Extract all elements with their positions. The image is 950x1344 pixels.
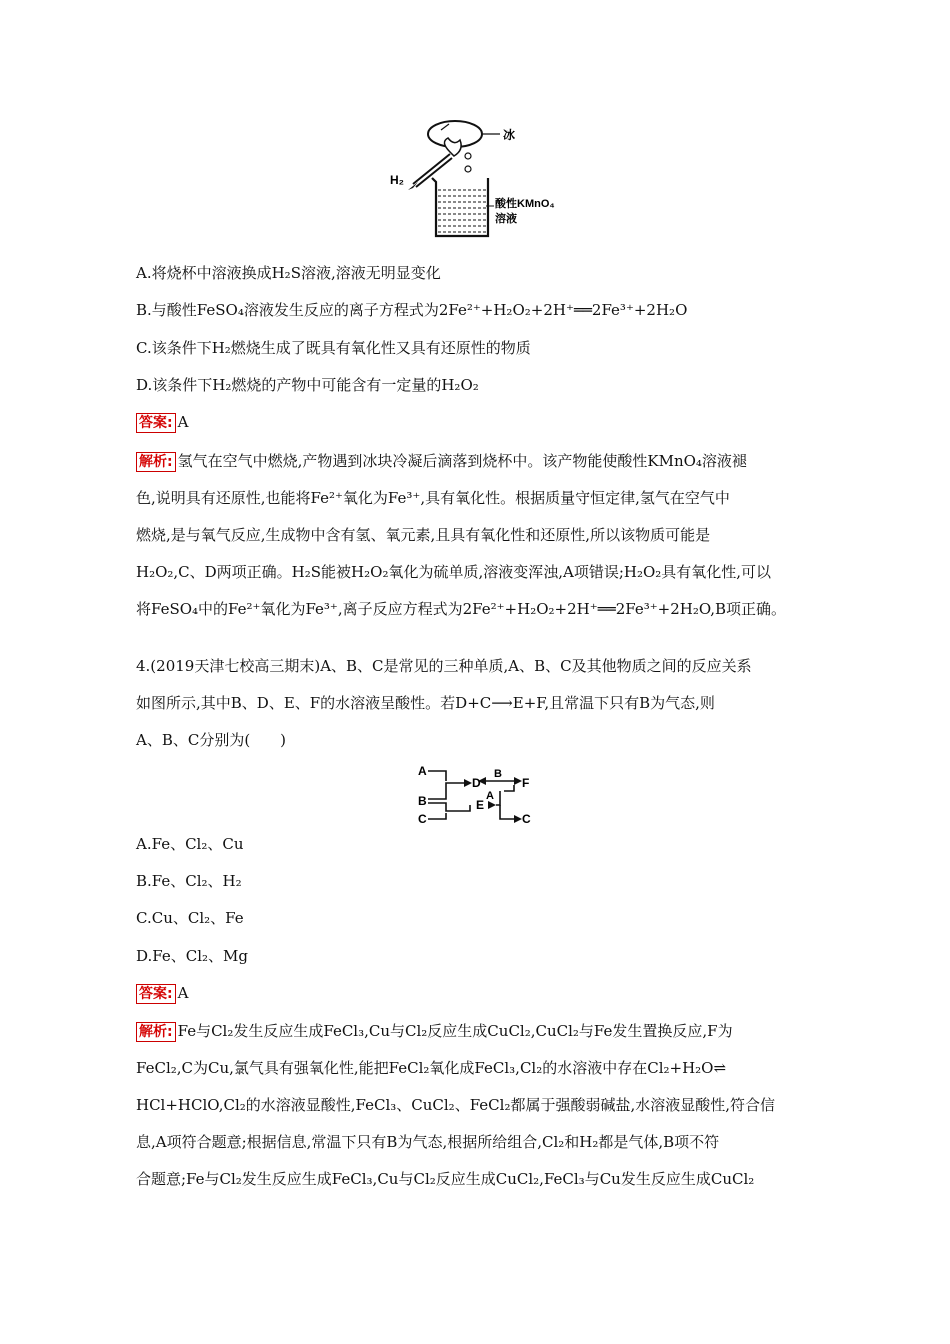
node-a: A — [418, 764, 427, 778]
q3-option-c: C.该条件下H₂燃烧生成了既具有氧化性又具有还原性的物质 — [136, 339, 531, 357]
q4-option-d: D.Fe、Cl₂、Mg — [136, 947, 248, 965]
analysis-line: 燃烧,是与氧气反应,生成物中含有氢、氧元素,且具有氧化性和还原性,所以该物质可能是 — [136, 526, 711, 544]
analysis-line: HCl+HClO,Cl₂的水溶液显酸性,FeCl₃、CuCl₂、FeCl₂都属于强酸弱碱盐,水溶液显酸性,符合信 — [136, 1096, 775, 1114]
analysis-line: FeCl₂,C为Cu,氯气具有强氧化性,能把FeCl₂氧化成FeCl₃,Cl₂的水溶液中存在Cl₂+H₂O⇌ — [136, 1059, 727, 1077]
q3-option-b: B.与酸性FeSO₄溶液发生反应的离子方程式为2Fe²⁺+H₂O₂+2H⁺══2Fe³⁺+2H₂O — [136, 301, 688, 319]
stem-line: 4.(2019天津七校高三期末)A、B、C是常见的三种单质,A、B、C及其他物质之间的反应关系 — [136, 657, 752, 675]
node-c: C — [418, 812, 427, 825]
analysis-tag: 解析: — [136, 1022, 176, 1042]
answer-value: A — [177, 413, 189, 431]
analysis-line: H₂O₂,C、D两项正确。H₂S能被H₂O₂氧化为硫单质,溶液变浑浊,A项错误;H₂O₂具有氧化性,可以 — [136, 563, 772, 581]
stem-line: A、B、C分别为( ) — [136, 731, 287, 749]
analysis-line: 将FeSO₄中的Fe²⁺氧化为Fe³⁺,离子反应方程式为2Fe²⁺+H₂O₂+2H⁺══2Fe³⁺+2H₂O,B项正确。 — [136, 600, 787, 618]
q4-stem — [136, 648, 820, 759]
answer-value: A — [177, 984, 189, 1002]
stem-line: 如图所示,其中B、D、E、F的水溶液呈酸性。若D+C⟶E+F,且常温下只有B为气态,则 — [136, 694, 715, 712]
h2-label: H₂ — [390, 173, 404, 187]
analysis-line: 息,A项符合题意;根据信息,常温下只有B为气态,根据所给组合,Cl₂和H₂都是气体,B项不符 — [136, 1133, 720, 1151]
solution-label-1: 酸性KMnO₄ — [495, 198, 555, 210]
node-b: B — [418, 794, 427, 808]
analysis-line: 解析: 氢气在空气中燃烧,产物遇到冰块冷凝后滴落到烧杯中。该产物能使酸性KMnO₄溶液褪 — [136, 443, 820, 480]
analysis-line: 色,说明具有还原性,也能将Fe²⁺氧化为Fe³⁺,具有氧化性。根据质量守恒定律,氢气在空气中 — [136, 489, 730, 507]
q3-option-d: D.该条件下H₂燃烧的产物中可能含有一定量的H₂O₂ — [136, 376, 479, 394]
q4-option-a: A.Fe、Cl₂、Cu — [136, 835, 244, 853]
analysis-line: 解析: Fe与Cl₂发生反应生成FeCl₃,Cu与Cl₂反应生成CuCl₂,CuCl₂与Fe发生置换反应,F为 — [136, 1013, 820, 1050]
answer-tag: 答案: — [136, 984, 176, 1004]
q4-option-b: B.Fe、Cl₂、H₂ — [136, 872, 242, 890]
answer-tag: 答案: — [136, 413, 176, 433]
node-e: E — [476, 798, 485, 812]
arrow-label-a: A — [486, 790, 494, 802]
ice-label: 冰 — [503, 128, 516, 142]
node-d: D — [472, 776, 481, 790]
reaction-diagram — [414, 763, 544, 825]
q3-analysis — [136, 443, 820, 628]
q4-answer — [136, 983, 188, 1004]
node-c-out: C — [522, 812, 531, 825]
q3-option-a: A.将烧杯中溶液换成H₂S溶液,溶液无明显变化 — [136, 264, 441, 282]
arrow-label-b: B — [494, 768, 502, 780]
q4-option-c: C.Cu、Cl₂、Fe — [136, 909, 244, 927]
analysis-line: 合题意;Fe与Cl₂发生反应生成FeCl₃,Cu与Cl₂反应生成CuCl₂,FeCl₃与Cu发生反应生成CuCl₂ — [136, 1170, 755, 1188]
apparatus-figure — [380, 112, 580, 242]
q4-analysis — [136, 1013, 820, 1198]
solution-label-2: 溶液 — [495, 213, 517, 225]
q3-answer — [136, 412, 188, 433]
analysis-tag: 解析: — [136, 452, 176, 472]
node-f: F — [522, 776, 530, 790]
